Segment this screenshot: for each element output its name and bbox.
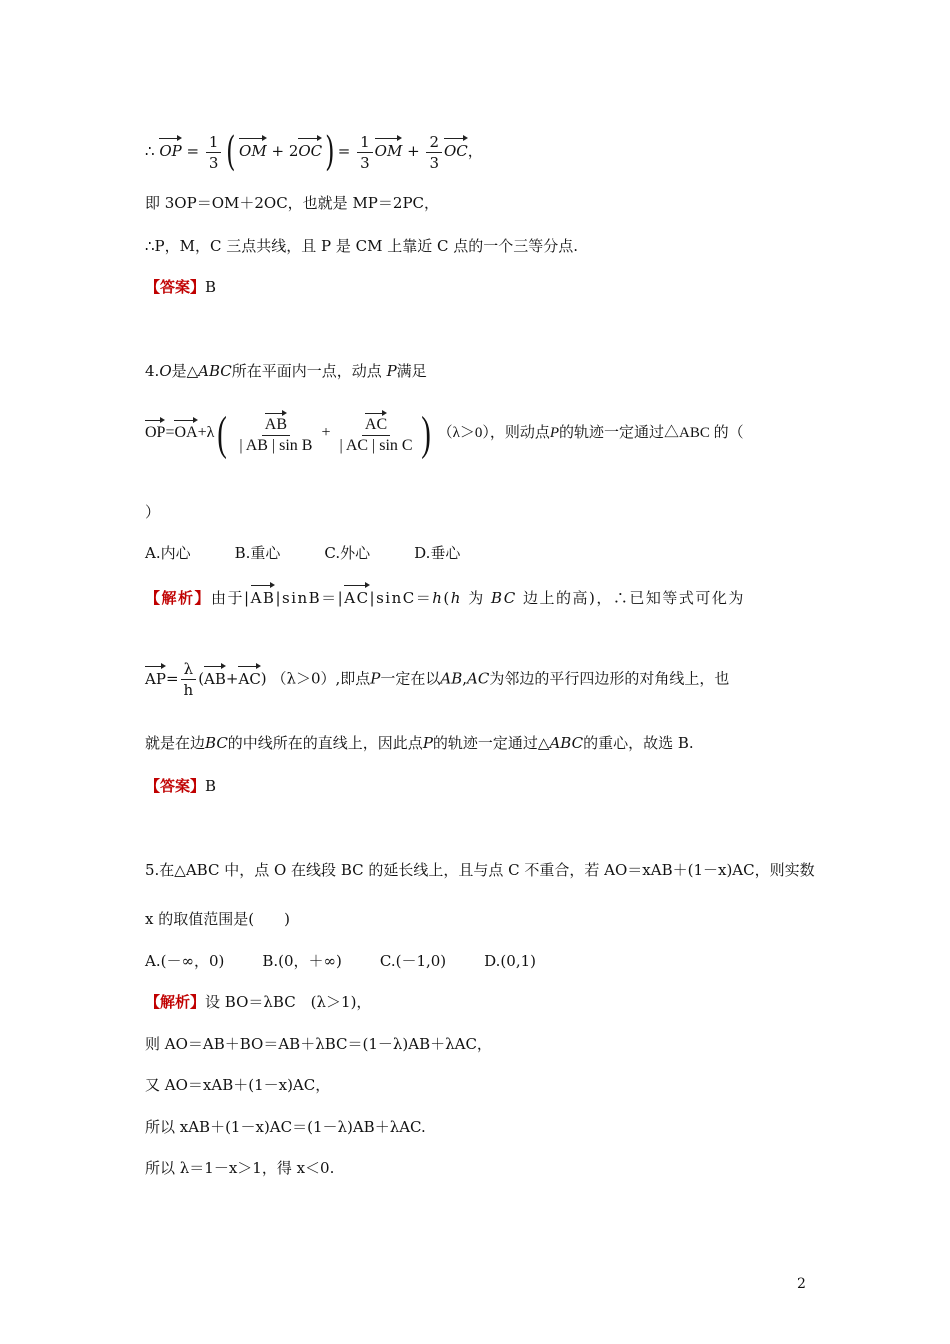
vector-oc: OC	[444, 137, 468, 161]
equation-op	[145, 129, 483, 175]
text-fragment: 由于|	[211, 589, 251, 607]
text-fragment: 的中线所在的直线上，因此点	[227, 734, 423, 752]
right-paren: )	[325, 129, 335, 175]
point-p: P	[386, 362, 397, 380]
text-line: ∴P，M，C 三点共线，且 P 是 CM 上靠近 C 点的一个三等分点.	[145, 237, 579, 255]
plus-sign: +	[321, 424, 331, 442]
segment-ac: AC	[467, 669, 490, 688]
therefore-symbol: ∴	[145, 142, 155, 160]
vector-om: OM	[239, 137, 267, 161]
vector-op: OP	[145, 419, 165, 443]
variable-h: h	[432, 589, 444, 607]
analysis-5-line-4: 所以 xAB＋(1－x)AC＝(1－λ)AB＋λAC.	[145, 1118, 426, 1136]
vector-ac: AC	[344, 584, 369, 608]
question-4-equation	[145, 406, 744, 460]
option-a: A.(－∞，0)	[145, 952, 225, 970]
plus-sign: +	[407, 142, 420, 160]
text-fragment: 所在平面内一点，动点	[231, 362, 387, 380]
triangle-abc: ABC	[549, 734, 584, 752]
vector-ac: AC	[238, 665, 260, 689]
comma: ,	[462, 669, 468, 688]
text-fragment: |sinB＝|	[275, 589, 345, 607]
lambda-symbol: λ	[206, 424, 215, 442]
vector-ab: AB	[265, 412, 287, 434]
fraction-one-third	[357, 133, 373, 172]
left-paren: (	[217, 406, 228, 460]
fraction-one-third	[206, 133, 222, 172]
answer-label: 【答案】	[145, 777, 206, 795]
text-fragment: 一定在以	[380, 669, 441, 688]
analysis-label: 【解析】	[145, 589, 212, 607]
fraction-ac-over-sinc	[337, 412, 416, 455]
text-fragment: (	[443, 589, 451, 607]
equals-sign: =	[186, 142, 200, 160]
numerator	[262, 412, 290, 436]
fraction-two-thirds	[426, 133, 442, 172]
analysis-line-3	[145, 733, 694, 753]
vector-ap: AP	[145, 665, 166, 689]
answer-line	[145, 776, 216, 796]
left-paren: (	[198, 669, 205, 688]
numerator: 2	[426, 133, 442, 153]
coefficient: 2	[288, 142, 299, 160]
triangle-abc: ABC	[198, 362, 232, 380]
vector-ac: AC	[365, 412, 387, 434]
question-5-stem: 5.在△ABC 中，点 O 在线段 BC 的延长线上，且与点 C 不重合，若 AO＝xAB＋(1－x)AC，则实数	[145, 861, 815, 879]
point-o: O	[159, 362, 172, 380]
question-4-options	[145, 543, 460, 563]
text-fragment: 的轨迹一定通过△	[432, 734, 550, 752]
right-paren: )	[260, 669, 267, 688]
condition-text: （λ＞0），则动点	[437, 425, 550, 442]
question-5-stem-2: x 的取值范围是( )	[145, 910, 290, 928]
equals-sign: =	[165, 669, 179, 688]
text-fragment: 是△	[171, 362, 199, 380]
equals-sign: =	[165, 424, 175, 442]
question-5-options	[145, 951, 536, 971]
point-p: P	[549, 425, 560, 442]
question-4-stem	[145, 361, 427, 381]
numerator	[362, 412, 390, 436]
option-b: B.重心	[234, 544, 281, 562]
analysis-5-line-1	[145, 992, 371, 1012]
answer-label: 【答案】	[145, 278, 206, 296]
text-fragment: 为	[461, 589, 491, 607]
text-fragment: 为邻边的平行四边形的对角线上，也	[489, 669, 730, 688]
answer-value: B	[205, 278, 217, 296]
numerator: 1	[357, 133, 373, 153]
analysis-line-1	[145, 584, 745, 608]
question-4-close: ）	[145, 503, 161, 521]
option-d: D.(0,1)	[484, 952, 536, 970]
equals-sign: =	[337, 142, 351, 160]
analysis-line-2	[145, 660, 729, 699]
analysis-5-line-5: 所以 λ＝1－x＞1，得 x＜0.	[145, 1159, 335, 1177]
text-fragment: 设 BO＝λBC (λ＞1)，	[205, 993, 372, 1011]
option-d: D.垂心	[414, 544, 461, 562]
page-number: 2	[797, 1276, 806, 1292]
fraction-lambda-over-h	[181, 660, 197, 699]
text-fragment: 满足	[396, 362, 427, 380]
numerator: λ	[181, 660, 197, 680]
denominator: 3	[208, 153, 219, 172]
plus-sign: +	[197, 424, 207, 442]
vector-oa: OA	[174, 419, 197, 443]
option-c: C.外心	[324, 544, 371, 562]
text-fragment: 的重心，故选 B.	[583, 734, 694, 752]
answer-value: B	[205, 777, 217, 795]
numerator: 1	[206, 133, 222, 153]
text-fragment: 就是在边	[145, 734, 206, 752]
variable-h: h	[450, 589, 462, 607]
option-b: B.(0，＋∞)	[262, 952, 342, 970]
denominator: | AC | sin C	[339, 437, 413, 454]
point-p: P	[370, 669, 381, 688]
vector-oc: OC	[298, 137, 322, 161]
question-number: 4.	[145, 362, 160, 380]
point-p: P	[422, 734, 433, 752]
text-fragment: 边上的高)，∴已知等式可化为	[516, 589, 745, 607]
text-fragment: 的轨迹一定通过△ABC 的（	[559, 425, 744, 442]
text-line: 即 3OP＝OM＋2OC，也就是 MP＝2PC，	[145, 194, 440, 212]
segment-ab: AB	[440, 669, 463, 688]
denominator: 3	[429, 153, 439, 172]
analysis-label: 【解析】	[145, 993, 206, 1011]
vector-om: OM	[375, 137, 403, 161]
segment-bc: BC	[205, 734, 228, 752]
vector-op: OP	[159, 137, 181, 161]
denominator: | AB | sin B	[239, 437, 313, 454]
denominator: h	[183, 681, 194, 699]
answer-line	[145, 277, 216, 297]
fraction-ab-over-sinb	[236, 412, 315, 455]
segment-bc: BC	[490, 589, 517, 607]
right-paren: )	[420, 406, 431, 460]
condition-text: （λ＞0）,即点	[271, 669, 371, 688]
analysis-5-line-2: 则 AO＝AB＋BO＝AB＋λBC＝(1－λ)AB＋λAC，	[145, 1035, 492, 1053]
analysis-5-line-3: 又 AO＝xAB＋(1－x)AC，	[145, 1076, 331, 1094]
vector-ab: AB	[251, 584, 276, 608]
plus-sign: +	[271, 142, 285, 160]
text-fragment: |sinC＝	[369, 589, 433, 607]
vector-ab: AB	[204, 665, 226, 689]
plus-sign: +	[225, 669, 239, 688]
left-paren: (	[226, 129, 236, 175]
comma: ，	[467, 142, 483, 160]
option-a: A.内心	[145, 544, 191, 562]
option-c: C.(－1,0)	[379, 952, 447, 970]
denominator: 3	[360, 153, 370, 172]
